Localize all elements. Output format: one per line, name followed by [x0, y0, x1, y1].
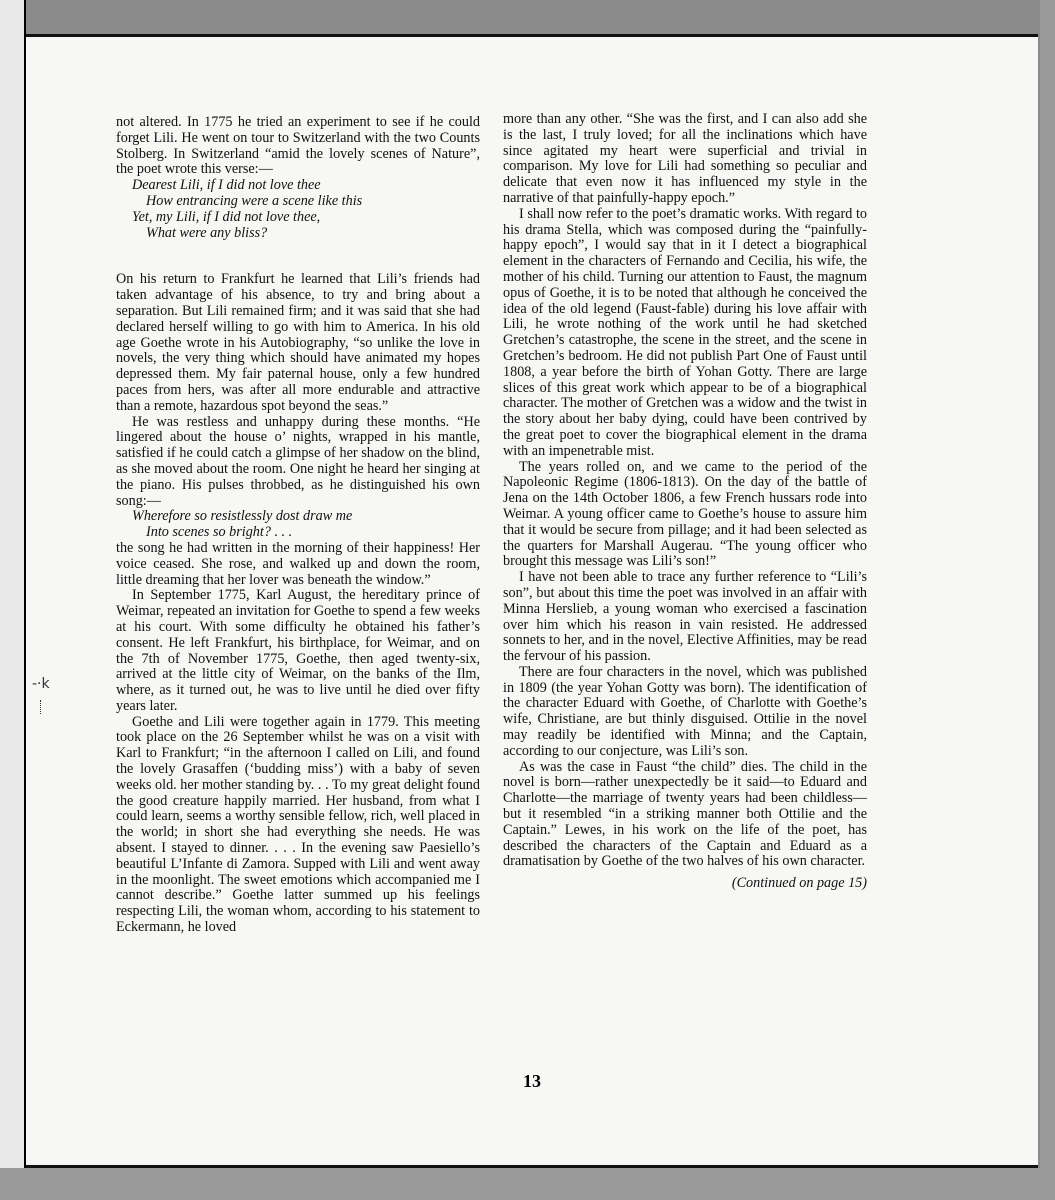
continued-note: (Continued on page 15): [731, 875, 867, 892]
scan-right-edge: [1040, 0, 1055, 1200]
paragraph: Goethe and Lili were together again in 1779. This meeting took place on the 26 September whilst he was on a visit with Karl to Frankfurt; “in the afternoon I called on Lili, and found the lovely Grasaffen (‘budding miss’) with a baby of seven weeks old. her mother standing by. . . To my great delight found the good creature happily married. Her husband, from what I could learn, seems a worthy sensible fellow, rich, well placed in the world; in short she had everything she needs. He was absent. I stayed to dinner. . . . In the evening saw Paesiello’s beautiful L’Infante di Zamora. Supped with Lili and went away in the moonlight. The sweet emotions which accompanied me I cannot describe.” Goethe latter summed up his feelings respecting Lili, the woman whom, according to his statement to Eckermann, he loved: [116, 713, 480, 936]
paragraph: the song he had written in the morning of their happiness! Her voice ceased. She rose, and walked up and down the room, little dreaming that her lover was beneath the window.”: [116, 539, 480, 588]
paragraph: He was restless and unhappy during these months. “He lingered about the house o’ nights, wrapped in his mantle, satisfied if he could catch a glimpse of her shadow on the blind, as she moved about the room. One night he heard her singing at the piano. His pulses throbbed, as he distinguished his own song:—: [116, 413, 480, 509]
verse-stolberg: [116, 178, 480, 241]
paragraph: more than any other. “She was the first, and I can also add she is the last, I truly loved; for all the inclinations which have since agitated my heart were superficial and trivial in comparison. My love for Lili had something so peculiar and delicate that even now it has influenced my style in the narrative of that painfully-happy epoch.”: [503, 111, 867, 206]
paragraph: I shall now refer to the poet’s dramatic works. With regard to his drama Stella, which was composed during the “painfully-happy epoch”, I would say that in it I detect a biographical element in the characters of Fernando and Cecilia, his wife, the mother of his child. Turning our attention to Faust, the magnum opus of Goethe, it is to be noted that although he conceived the idea of the old legend (Faust-fable) during his love affair with Lili, he wrote nothing of the work until he had sketched Gretchen’s catastrophe, the scene in the street, and the scene in Gretchen’s bedroom. He did not publish Part One of Faust until 1808, a year before the birth of Yohan Gotty. There are large slices of this great work which appear to be of a biographical character. The mother of Gretchen was a widow and the twist in the story about her baby dying, could have been contrived by the great poet to cover the biographical element in the drama with an impenetrable mist.: [503, 205, 867, 459]
verse-song: [116, 509, 480, 541]
verse-line: How entrancing were a scene like this: [146, 192, 363, 209]
paragraph: There are four characters in the novel, which was published in 1809 (the year Yohan Gotty was born). The identification of the character Eduard with Goethe, of Charlotte with Goethe’s wife, Christiane, are but thinly disguised. Ottilie in the novel may readily be identified with Minna; and the Captain, according to our conjecture, was Lili’s son.: [503, 663, 867, 759]
scan-bottom-edge: [0, 1168, 1055, 1200]
scan-left-edge: [0, 0, 26, 1200]
verse-line: Into scenes so bright? . . .: [146, 524, 293, 541]
paragraph: The years rolled on, and we came to the period of the Napoleonic Regime (1806-1813). On the day of the battle of Jena on the 14th October 1806, a few French hussars rode into Weimar. A young officer came to Goethe’s house to assure him that it would be secure from pillage; and it had been selected as the quarters for Marshall Augerau. “The young officer who brought this message was Lili’s son!”: [503, 458, 867, 570]
verse-line: Dearest Lili, if I did not love thee: [132, 177, 321, 194]
page-number: 13: [523, 1071, 541, 1091]
verse-line: What were any bliss?: [146, 224, 268, 241]
magazine-page: [26, 34, 1038, 1168]
right-column: [503, 112, 867, 892]
paragraph: In September 1775, Karl August, the hereditary prince of Weimar, repeated an invitation for Goethe to spend a few weeks at his court. With some difficulty he obtained his father’s consent. He left Frankfurt, his birthplace, for Weimar, and on the 7th of November 1775, Goethe, then aged twenty-six, arrived at the little city of Weimar, on the banks of the Ilm, where, as it turned out, he was to live until he died over fifty years later.: [116, 587, 480, 714]
paragraph: On his return to Frankfurt he learned that Lili’s friends had taken advantage of his absence, to try and bring about a separation. But Lili remained firm; and it was said that she had declared herself willing to go with him to America. In his old age Goethe wrote in his Autobiography, “so unlike the love in novels, the very thing which should have animated my hopes depressed them. My fair paternal house, only a few hundred paces from hers, was after all more endurable and attractive than a remote, hazardous spot beyond the seas.”: [116, 271, 480, 414]
paragraph: not altered. In 1775 he tried an experiment to see if he could forget Lili. He went on tour to Switzerland with the two Counts Stolberg. In Switzerland “amid the lovely scenes of Nature”, the poet wrote this verse:—: [116, 114, 480, 178]
left-column: [116, 115, 480, 936]
verse-line: Wherefore so resistlessly dost draw me: [132, 508, 353, 525]
margin-marks: -·k: [32, 676, 50, 692]
verse-line: Yet, my Lili, if I did not love thee,: [132, 208, 321, 225]
margin-tick: [40, 700, 43, 714]
paragraph: I have not been able to trace any further reference to “Lili’s son”, but about this time the poet was involved in an affair with Minna Herslieb, a young woman who exercised a fascination over him which his reason in vain resisted. He addressed sonnets to her, and in the novel, Elective Affinities, may be read the fervour of his passion.: [503, 569, 867, 665]
paragraph: As was the case in Faust “the child” dies. The child in the novel is born—rather unexpectedly be it said—to Eduard and Charlotte—the marriage of twenty years had been childless—but it resembled “in a striking manner both Ottilie and the Captain.” Lewes, in his work on the life of the poet, has described the characters of the Captain and Eduard as a dramatisation by Goethe of the two halves of his own character.: [503, 758, 867, 870]
